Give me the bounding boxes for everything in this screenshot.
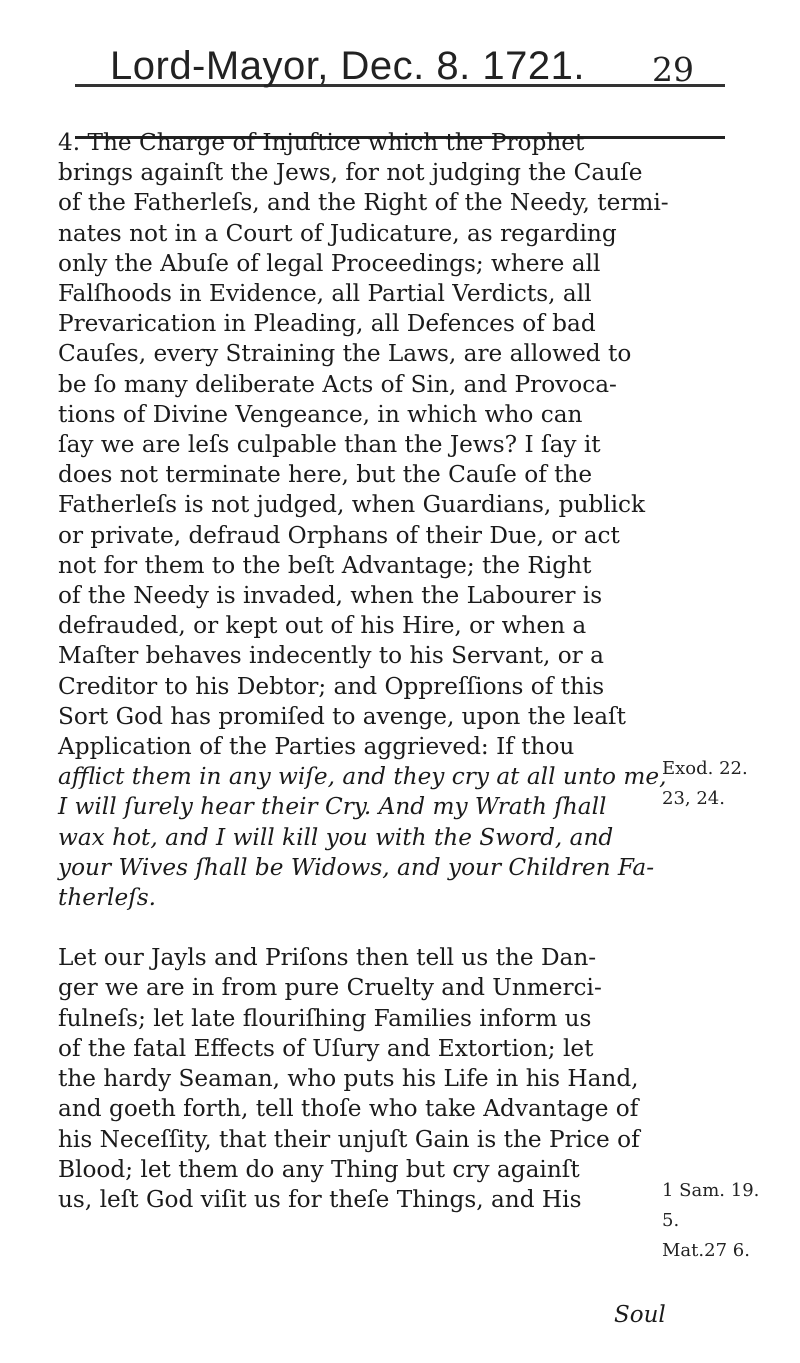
- text-line-italic: [58, 762, 667, 792]
- text-line-italic: [58, 823, 660, 853]
- italic-text: afflict them in any wiſe, and they cry at all unto me,: [58, 763, 667, 791]
- text-line: of the fatal Effects of Uſury and Extortion; let: [58, 1034, 594, 1062]
- page-number: 29: [652, 50, 694, 89]
- text-line-italic: [58, 853, 660, 883]
- body-text: [58, 128, 669, 1215]
- margin-note-exodus: Exod. 22.: [662, 758, 748, 779]
- text-line: brings againſt the Jews, for not judging the Cauſe: [58, 159, 643, 187]
- italic-text: wax hot, and I will kill you with the Sword, and: [58, 823, 614, 851]
- text-line: does not terminate here, but the Cauſe of the: [58, 461, 593, 489]
- text-line-italic: [58, 792, 660, 822]
- margin-note-exodus-verses: 23, 24.: [662, 788, 725, 809]
- text-line: defrauded, or kept out of his Hire, or when a: [58, 612, 587, 640]
- text-line: of the Fatherleſs, and the Right of the Needy, termi-: [58, 189, 669, 217]
- margin-note-matthew: Mat.27 6.: [662, 1240, 750, 1261]
- text-line: the hardy Seaman, who puts his Life in his Hand,: [58, 1065, 639, 1093]
- page-header: [0, 40, 800, 100]
- text-line: ſay we are leſs culpable than the Jews? I ſay it: [58, 431, 601, 459]
- italic-text: your Wives ſhall be Widows, and your Children Fa-: [58, 853, 655, 881]
- running-title: Lord-Mayor, Dec. 8. 1721.: [110, 44, 585, 88]
- text-line: his Neceſſity, that their unjuſt Gain is the Price of: [58, 1125, 640, 1153]
- text-line: tions of Divine Vengeance, in which who can: [58, 400, 583, 428]
- margin-note-samuel: 1 Sam. 19.: [662, 1180, 760, 1201]
- text-line-italic: [58, 883, 660, 913]
- text-line: Sort God has promiſed to avenge, upon the leaſt: [58, 702, 626, 730]
- text-line: 4. The Charge of Injuſtice which the Prophet: [58, 129, 585, 156]
- text-line: nates not in a Court of Judicature, as regarding: [58, 219, 617, 247]
- text-line: be ſo many deliberate Acts of Sin, and Provoca-: [58, 370, 617, 398]
- text-line: Creditor to his Debtor; and Oppreſſions of this: [58, 672, 605, 700]
- text-line: or private, defraud Orphans of their Due, or act: [58, 521, 620, 549]
- catchword: Soul: [614, 1302, 666, 1328]
- text-line: Falſhoods in Evidence, all Partial Verdicts, all: [58, 280, 592, 308]
- italic-text: I will ſurely hear their Cry. And my Wrath ſhall: [58, 793, 607, 821]
- paragraph-1: [58, 128, 669, 913]
- text-line: Fatherleſs is not judged, when Guardians, publick: [58, 491, 646, 519]
- text-line: Maſter behaves indecently to his Servant, or a: [58, 642, 604, 670]
- text-line: only the Abuſe of legal Proceedings; where all: [58, 249, 601, 277]
- text-line: Blood; let them do any Thing but cry againſt: [58, 1155, 580, 1183]
- text-line: Application of the Parties aggrieved: If thou: [58, 733, 575, 761]
- text-line: Prevarication in Pleading, all Defences of bad: [58, 310, 596, 338]
- text-line: not for them to the beſt Advantage; the Right: [58, 551, 592, 579]
- italic-text: therleſs.: [58, 884, 157, 912]
- text-line: fulneſs; let late flouriſhing Families inform us: [58, 1004, 592, 1032]
- text-line: us, leſt God viſit us for theſe Things, and His: [58, 1185, 582, 1213]
- text-line: Cauſes, every Straining the Laws, are allowed to: [58, 340, 632, 368]
- text-line: of the Needy is invaded, when the Labourer is: [58, 582, 603, 610]
- margin-note-samuel-verse: 5.: [662, 1210, 680, 1231]
- paragraph-2: [58, 943, 660, 1215]
- text-line: and goeth forth, tell thoſe who take Advantage of: [58, 1095, 639, 1123]
- text-line: ger we are in from pure Cruelty and Unmerci-: [58, 974, 602, 1002]
- text-line: Let our Jayls and Priſons then tell us the Dan-: [58, 944, 597, 972]
